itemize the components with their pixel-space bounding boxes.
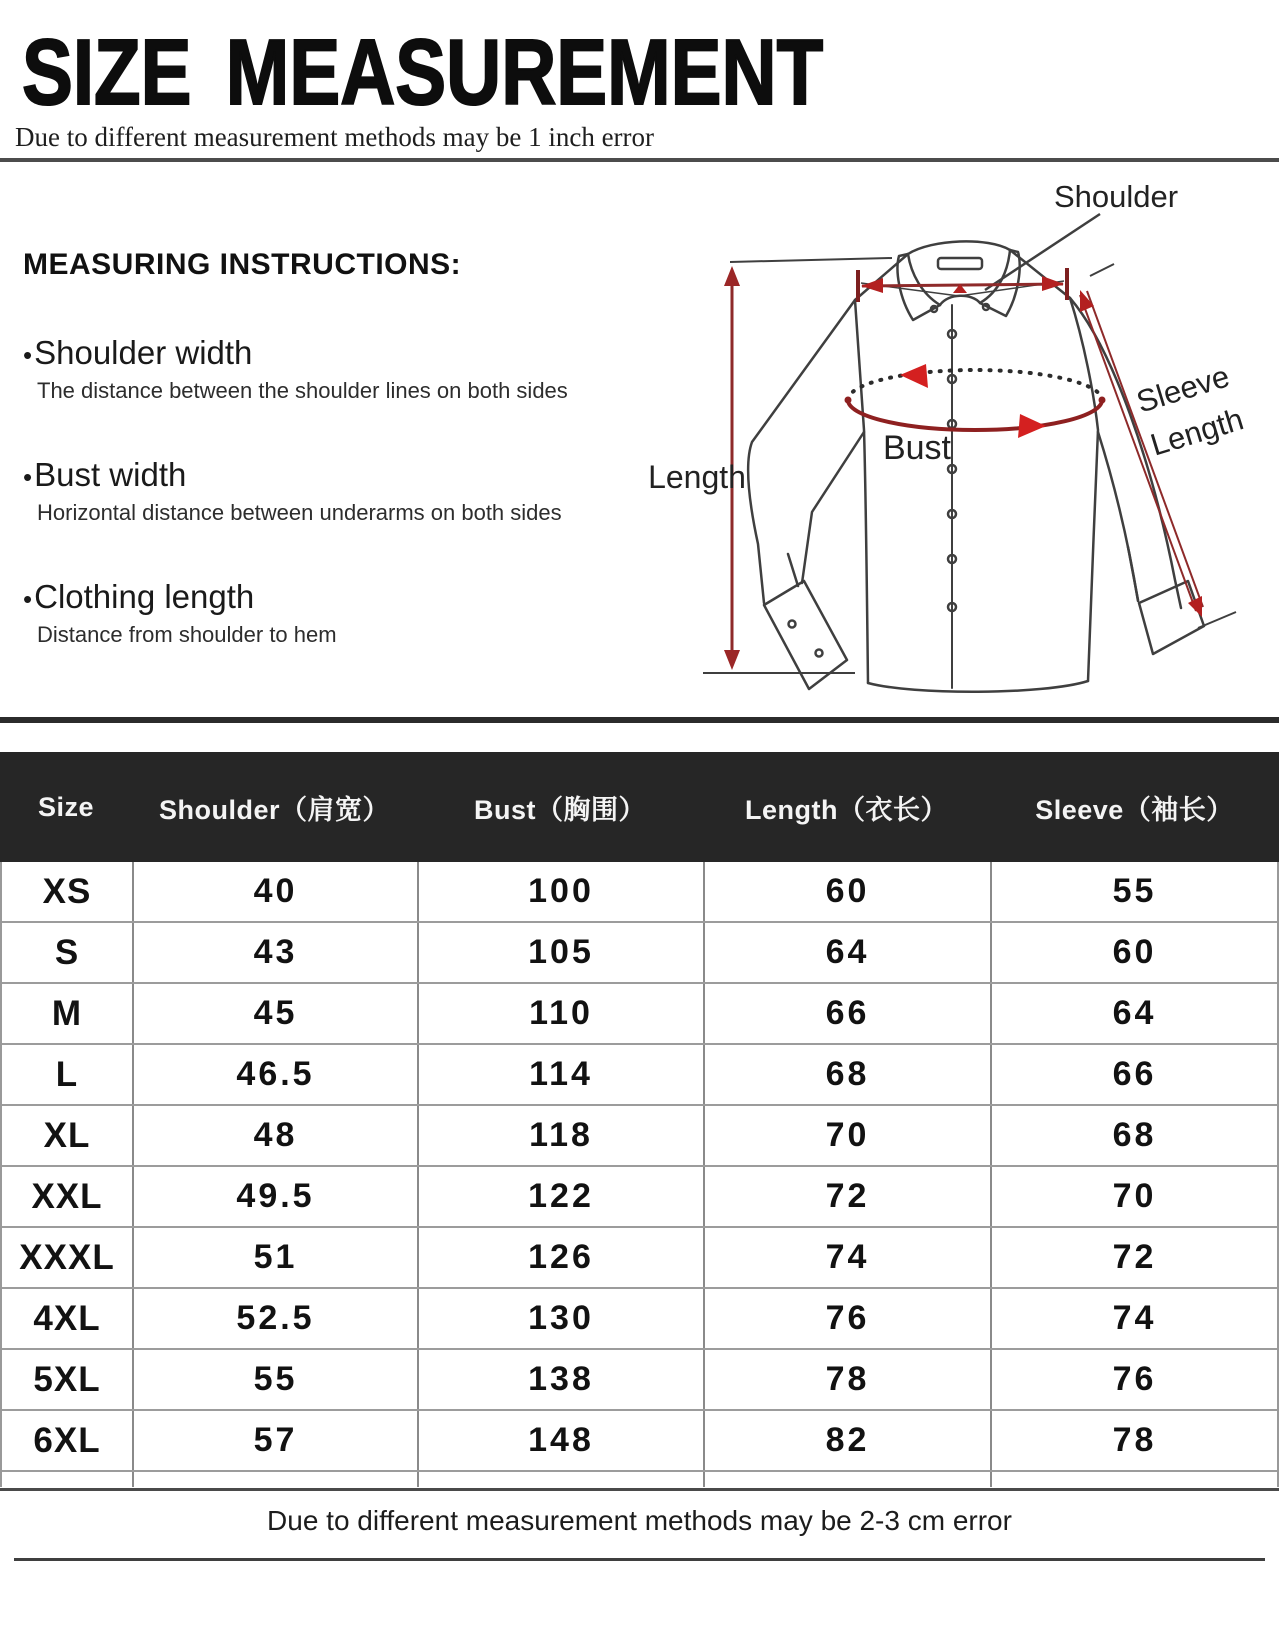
- sleeve-cell: 72: [1112, 1238, 1157, 1276]
- table-row-6xl: [2, 1411, 1277, 1472]
- sleeve-cell: 60: [1112, 933, 1157, 971]
- header-length: Length（衣长）: [745, 794, 948, 825]
- header-bust: Bust（胸围）: [474, 794, 646, 825]
- instruction-description: Horizontal distance between underarms on both sides: [37, 500, 562, 525]
- bust-cell: 148: [419, 1411, 705, 1470]
- sleeve-cell: 64: [1112, 994, 1157, 1032]
- bust-label: Bust: [882, 429, 952, 467]
- length-cell: 74: [705, 1228, 992, 1287]
- bust-cell: 114: [419, 1045, 705, 1104]
- bust-cell: 138: [419, 1350, 705, 1409]
- sleeve-cell: 76: [1112, 1360, 1157, 1398]
- sleeve-cell: 78: [1112, 1421, 1157, 1459]
- shoulder-cell: 57: [134, 1411, 419, 1470]
- bust-cell: 130: [419, 1289, 705, 1348]
- shoulder-cell: 55: [134, 1350, 419, 1409]
- size-cell: XL: [2, 1106, 134, 1165]
- length-cell: 66: [705, 984, 992, 1043]
- instructions-heading: MEASURING INSTRUCTIONS:: [23, 248, 462, 281]
- header-shoulder: Shoulder（肩宽）: [158, 794, 390, 825]
- instruction-description: The distance between the shoulder lines on both sides: [37, 378, 568, 403]
- length-cell: 76: [705, 1289, 992, 1348]
- instruction-item-shoulder: [23, 334, 623, 404]
- shoulder-cell: 46.5: [134, 1045, 419, 1104]
- stub-cell: [2, 1472, 134, 1487]
- bust-cell: 122: [419, 1167, 705, 1226]
- shirt-measurement-diagram: [612, 162, 1276, 710]
- instruction-description: Distance from shoulder to hem: [37, 622, 337, 647]
- measure-arrows: [724, 266, 1203, 670]
- header-size: Size: [37, 791, 95, 822]
- size-cell: XXXL: [2, 1228, 134, 1287]
- table-header-row: [0, 752, 1279, 862]
- length-cell: 68: [705, 1045, 992, 1104]
- instruction-title: [23, 334, 623, 372]
- bust-cell: 110: [419, 984, 705, 1043]
- sleeve-cell: 70: [1112, 1177, 1157, 1215]
- bullet-icon: •: [23, 339, 33, 370]
- length-cell: 64: [705, 923, 992, 982]
- bust-cell: 126: [419, 1228, 705, 1287]
- size-table: [0, 752, 1279, 1487]
- length-label: Length: [648, 459, 746, 495]
- length-cell: 82: [705, 1411, 992, 1470]
- measuring-instructions: [23, 248, 623, 648]
- sleeve-cell: 74: [1112, 1299, 1157, 1337]
- shoulder-cell: 40: [134, 862, 419, 921]
- shoulder-label: Shoulder: [1054, 179, 1179, 214]
- stub-cell: [705, 1472, 992, 1487]
- table-footnote: Due to different measurement methods may be 2-3 cm error: [267, 1505, 1012, 1536]
- instruction-title: [23, 456, 623, 494]
- divider-bottom: [14, 1558, 1265, 1561]
- size-cell: XXL: [2, 1167, 134, 1226]
- length-cell: 70: [705, 1106, 992, 1165]
- stub-cell: [992, 1472, 1277, 1487]
- table-row-m: [2, 984, 1277, 1045]
- header-sleeve: Sleeve（袖长）: [1035, 794, 1234, 825]
- shoulder-cell: 45: [134, 984, 419, 1043]
- length-cell: 72: [705, 1167, 992, 1226]
- size-cell: S: [2, 923, 134, 982]
- shoulder-cell: 43: [134, 923, 419, 982]
- shirt-line-art: [748, 241, 1204, 691]
- table-row-xl: [2, 1106, 1277, 1167]
- divider-middle: [0, 717, 1279, 723]
- table-row-l: [2, 1045, 1277, 1106]
- size-cell: 6XL: [2, 1411, 134, 1470]
- instruction-title: [23, 578, 623, 616]
- bust-cell: 118: [419, 1106, 705, 1165]
- size-cell: XS: [2, 862, 134, 921]
- size-cell: L: [2, 1045, 134, 1104]
- instruction-title-text: Clothing length: [34, 578, 255, 615]
- instruction-title-text: Shoulder width: [34, 334, 253, 371]
- table-row-xs: [2, 862, 1277, 923]
- size-cell: 5XL: [2, 1350, 134, 1409]
- sleeve-cell: 55: [1112, 872, 1157, 910]
- stub-cell: [419, 1472, 705, 1487]
- sleeve-cell: 68: [1112, 1116, 1157, 1154]
- table-body: [0, 862, 1279, 1487]
- shoulder-cell: 49.5: [134, 1167, 419, 1226]
- instruction-item-length: [23, 578, 623, 648]
- bust-cell: 100: [419, 862, 705, 921]
- instruction-title-text: Bust width: [34, 456, 187, 493]
- size-cell: M: [2, 984, 134, 1043]
- table-row-xxxl: [2, 1228, 1277, 1289]
- stub-cell: [134, 1472, 419, 1487]
- shoulder-cell: 52.5: [134, 1289, 419, 1348]
- shirt-diagram-svg: [612, 162, 1276, 710]
- divider-table-bottom: [0, 1488, 1279, 1491]
- sleeve-length-label-line2: Length: [1146, 401, 1248, 463]
- page-title: SIZE MEASUREMENT: [22, 20, 824, 124]
- sleeve-cell: 66: [1112, 1055, 1157, 1093]
- length-cell: 60: [705, 862, 992, 921]
- shoulder-cell: 51: [134, 1228, 419, 1287]
- table-row-xxl: [2, 1167, 1277, 1228]
- table-row-stub: [2, 1472, 1277, 1487]
- bullet-icon: •: [23, 461, 33, 492]
- table-row-4xl: [2, 1289, 1277, 1350]
- bullet-icon: •: [23, 583, 33, 614]
- table-row-s: [2, 923, 1277, 984]
- shoulder-cell: 48: [134, 1106, 419, 1165]
- instruction-item-bust: [23, 456, 623, 526]
- size-cell: 4XL: [2, 1289, 134, 1348]
- bust-cell: 105: [419, 923, 705, 982]
- page-subtitle: Due to different measurement methods may be 1 inch error: [15, 122, 655, 152]
- sleeve-length-label-line1: Sleeve: [1132, 358, 1234, 420]
- length-cell: 78: [705, 1350, 992, 1409]
- table-row-5xl: [2, 1350, 1277, 1411]
